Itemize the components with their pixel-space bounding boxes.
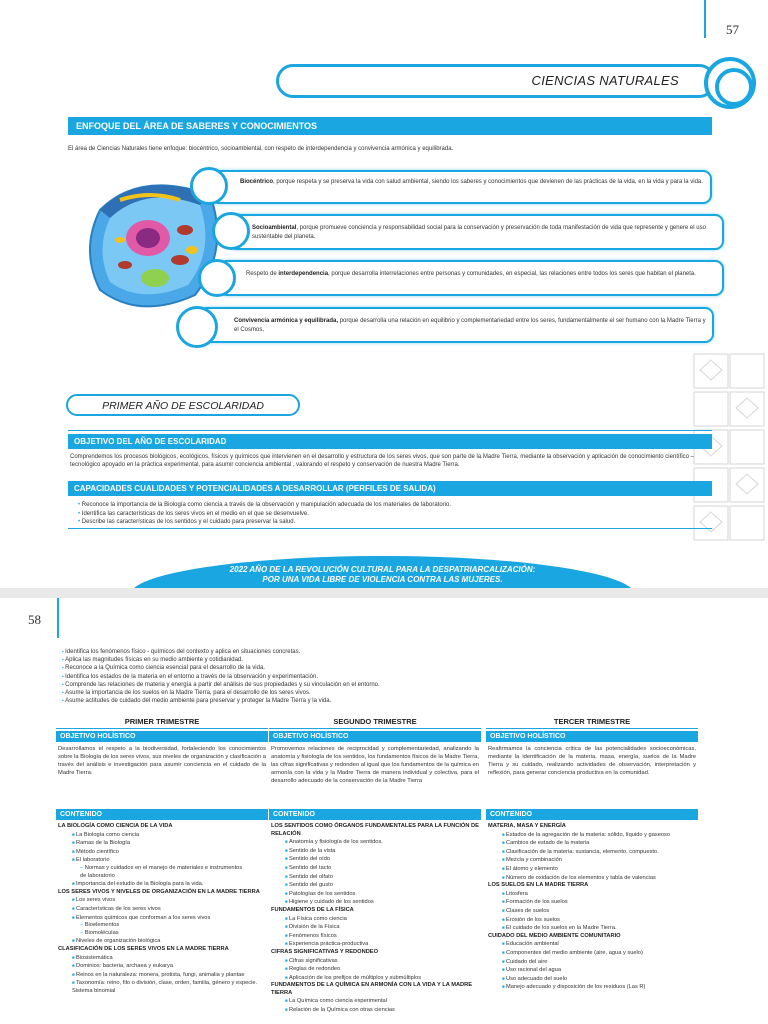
list-item: ■ El laboratorio bbox=[58, 856, 268, 865]
divider bbox=[56, 728, 268, 729]
divider bbox=[269, 728, 481, 729]
contenido-list bbox=[58, 823, 268, 995]
page-number: 57 bbox=[726, 22, 739, 37]
list-item: ■ Uso adecuado del suelo bbox=[488, 975, 698, 984]
contenido-heading: CONTENIDO bbox=[269, 809, 481, 820]
list-item: ■ Cuidado del aire bbox=[488, 958, 698, 967]
list-item: ■ Sentido del tacto bbox=[271, 864, 481, 873]
list-item: ■ Sentido de la vista bbox=[271, 847, 481, 856]
content-heading: LOS SUELOS EN LA MADRE TIERRA bbox=[488, 882, 589, 889]
content-heading: CUIDADO DEL MEDIO AMBIENTE COMUNITARIO bbox=[488, 932, 621, 939]
content-heading: CLASIFICACIÓN DE LOS SERES VIVOS EN LA MADRE TIERRA bbox=[58, 945, 229, 952]
banner-line: 2022 AÑO DE LA REVOLUCIÓN CULTURAL PARA LA DESPATRIARCALIZACIÓN: bbox=[229, 565, 536, 574]
objetivo-holistico-text: Desarrollamos el respeto a la biodiversidad, fortaleciendo los conocimientos sobre la Biología de los seres vivos, sus niveles de organización y clasificación a través del análisis e investigación para asumir conciencia en el cuidado de la Madre Tierra. bbox=[58, 746, 266, 776]
objetivo-holistico-heading: OBJETIVO HOLÍSTICO bbox=[56, 731, 268, 742]
contenido-heading: CONTENIDO bbox=[486, 809, 698, 820]
list-item: ■ Método científico bbox=[58, 848, 268, 857]
column-primer-trimestre bbox=[56, 598, 268, 1024]
banner-line: POR UNA VIDA LIBRE DE VIOLENCIA CONTRA LAS MUJERES. bbox=[262, 575, 503, 584]
list-item: ■ Relación de la Química con otras ciencias bbox=[271, 1006, 481, 1015]
content-heading: MATERIA, MASA Y ENERGÍA bbox=[488, 823, 566, 829]
bubble-icon bbox=[190, 167, 228, 205]
content-heading: LA BIOLOGÍA COMO CIENCIA DE LA VIDA bbox=[58, 823, 173, 829]
area-title: CIENCIAS NATURALES bbox=[531, 73, 679, 88]
page-58 bbox=[0, 598, 768, 1024]
content-heading: LOS SENTIDOS COMO ÓRGANOS FUNDAMENTALES PARA LA FUNCIÓN DE RELACIÓN bbox=[271, 823, 479, 837]
list-item: ■ Ramas de la Biología bbox=[58, 839, 268, 848]
list-item: ▪ Asume la importancia de los suelos en la Madre Tierra, para el desarrollo de los seres vivos. bbox=[62, 689, 702, 697]
contenido-list bbox=[488, 823, 698, 992]
list-item: ■ Sentido del gusto bbox=[271, 881, 481, 890]
list-item: ■ Anatomía y fisiología de los sentidos. bbox=[271, 838, 481, 847]
list-item: ■ Los seres vivos bbox=[58, 896, 268, 905]
trimestre-title: PRIMER TRIMESTRE bbox=[124, 717, 200, 726]
objetivo-holistico-text: Promovemos relaciones de reciprocidad y complementariedad, analizando la anatomía y fisiología de los sentidos, los fundamentos físicos de la Madre Tierra, las cifras significativas y redondeo al igual que los fundamentos de la química en armonía con la vida y la Madre Tierra de manera individual y colectiva, para el desarrollo adecuado de la conservación de la Madre Tierra bbox=[271, 746, 479, 784]
objetivo-holistico-heading: OBJETIVO HOLÍSTICO bbox=[486, 731, 698, 742]
content-heading: FUNDAMENTOS DE LA QUÍMICA EN ARMONÍA CON LA VIDA Y LA MADRE TIERRA bbox=[271, 982, 473, 996]
list-item: ■ Higiene y cuidado de los sentidos bbox=[271, 898, 481, 907]
list-item: ■ Estados de la agregación de la materia: sólido, líquido y gaseoso bbox=[488, 831, 698, 840]
list-item: ■ Cifras significativas bbox=[271, 957, 481, 966]
list-item: ▪ Identifica los estados de la materia en el entorno a través de la observación y experimentación. bbox=[62, 673, 702, 681]
enfoque-pill-socioambiental bbox=[228, 214, 724, 250]
list-item: ■ Patologías de los sentidos bbox=[271, 890, 481, 899]
list-item: ▪ Identifica los fenómenos físico - químicos del contexto y aplica en situaciones concretas. bbox=[62, 648, 702, 656]
list-item: ■ Formación de los suelos bbox=[488, 898, 698, 907]
content-heading: CIFRAS SIGNIFICATIVAS Y REDONDEO bbox=[271, 948, 379, 955]
ring-icon bbox=[704, 57, 756, 109]
objetivo-holistico-heading: OBJETIVO HOLÍSTICO bbox=[269, 731, 481, 742]
list-item: • Describe las características de los sentidos y el cuidado para preservar la salud. bbox=[78, 518, 708, 527]
content-heading: LOS SERES VIVOS Y NIVELES DE ORGANIZACIÓN EN LA MADRE TIERRA bbox=[58, 888, 260, 895]
bubble-icon bbox=[176, 306, 218, 348]
column-segundo-trimestre bbox=[269, 598, 481, 1024]
trimestre-title: TERCER TRIMESTRE bbox=[553, 717, 631, 726]
list-item: ■ Experiencia práctica-productiva bbox=[271, 940, 481, 949]
enfoque-pill-convivencia bbox=[198, 307, 714, 343]
content-heading: FUNDAMENTOS DE LA FÍSICA bbox=[271, 906, 354, 913]
pill-text: Respeto de interdependencia, porque desarrolla interrelaciones entre personas y comunidades, en especial, las relaciones entre todos los seres que habitan el planeta. bbox=[246, 271, 696, 277]
list-item: ▪ Aplica las magnitudes físicas en su medio ambiente y cotidianidad. bbox=[62, 656, 702, 664]
list-item: ■ Uso racional del agua bbox=[488, 966, 698, 975]
list-item: ■ Aplicación de los prefijos de múltiplos y submúltiplos bbox=[271, 974, 481, 983]
list-item: ■ Clasificación de la materia: sustancia, elemento, compuesto. bbox=[488, 848, 698, 857]
list-item: ■ Litosfera bbox=[488, 890, 698, 899]
list-item: ■ Dominios: bacteria, archaea y eukarya bbox=[58, 962, 268, 971]
page-edge-line bbox=[704, 0, 706, 38]
objetivo-holistico-text: Reafirmamos la conciencia crítica de las potencialidades socioeconómicas, mediante la identificación de la materia, masa, energía, suelos de la Madre Tierra y su cuidado, realizando actividades de observación, interpretación y reflexión, para generar conciencia productiva en la comunidad. bbox=[488, 746, 696, 776]
list-item: ■ Taxonomía: reino, filo o división, clase, orden, familia, género y especie. Sistema binomial bbox=[58, 979, 268, 995]
list-item: – Normas y cuidados en el manejo de materiales e instrumentos bbox=[58, 865, 268, 873]
list-item: ■ Fenómenos físicos bbox=[271, 932, 481, 941]
divider bbox=[486, 728, 698, 729]
contenido-heading: CONTENIDO bbox=[56, 809, 268, 820]
capacidades-list bbox=[78, 501, 708, 527]
enfoque-heading: ENFOQUE DEL ÁREA DE SABERES Y CONOCIMIENTOS bbox=[68, 117, 712, 135]
column-tercer-trimestre bbox=[486, 598, 698, 1024]
page-number: 58 bbox=[28, 612, 41, 627]
list-item: ■ Niveles de organización biológica bbox=[58, 937, 268, 946]
list-item: ■ La Física como ciencia bbox=[271, 915, 481, 924]
divider bbox=[68, 528, 712, 529]
bubble-icon bbox=[212, 212, 250, 250]
divider bbox=[68, 430, 712, 431]
list-item: ■ División de la Física bbox=[271, 923, 481, 932]
list-item: – Bioelementos bbox=[58, 922, 268, 930]
enfoque-pill-biocentrico bbox=[210, 170, 712, 204]
list-item: ■ Educación ambiental bbox=[488, 940, 698, 949]
list-item: ▪ Comprende las relaciones de materia y energía a partir del análisis de sus propiedades y su vinculación en el entorno. bbox=[62, 681, 702, 689]
year-motto-banner bbox=[130, 556, 635, 588]
list-item: de laboratorio bbox=[80, 872, 115, 879]
pill-text: Convivencia armónica y equilibrada, porque desarrolla una relación en equilibrio y complementariedad entre los seres, fundamentalmente el ser humano con la Madre Tierra y el Cosmos, bbox=[234, 318, 706, 333]
bubble-icon bbox=[198, 259, 236, 297]
list-item: ■ Clases de suelos bbox=[488, 907, 698, 916]
list-item: ■ Características de los seres vivos bbox=[58, 905, 268, 914]
list-item: ■ Manejo adecuado y disposición de los residuos (Las R) bbox=[488, 983, 698, 992]
list-item: • Identifica las características de los seres vivos en el medio en el que se desenvuelve. bbox=[78, 510, 708, 519]
list-item: – Biomoléculas bbox=[58, 930, 268, 938]
capacidades-heading: CAPACIDADES CUALIDADES Y POTENCIALIDADES A DESARROLLAR (PERFILES DE SALIDA) bbox=[68, 481, 712, 496]
list-item: • Reconoce la importancia de la Biología como ciencia a través de la observación y manipulación adecuada de los materiales de laboratorio. bbox=[78, 501, 708, 510]
list-item: ▪ Reconoce a la Química como ciencia esencial para el desarrollo de la vida. bbox=[62, 664, 702, 672]
list-item: ■ Sentido del olfato bbox=[271, 873, 481, 882]
list-item: ■ Número de oxidación de los elementos y tabla de valencias bbox=[488, 874, 698, 883]
pill-text: Biocéntrico, porque respeta y se preserva la vida con salud ambiental, siendo los saberes y conocimientos que devienen de las prácticas de la vida, en la vida y para la vida. bbox=[240, 179, 703, 185]
trimestre-title: SEGUNDO TRIMESTRE bbox=[333, 717, 417, 726]
list-item: ■ Reinos en la naturaleza: monera, protista, fungi, animalia y plantae bbox=[58, 971, 268, 980]
year-section-pill bbox=[66, 394, 300, 416]
list-item: ■ Componentes del medio ambiente (aire, agua y suelo) bbox=[488, 949, 698, 958]
list-item: ■ La Biología como ciencia bbox=[58, 831, 268, 840]
list-item: ■ El átomo y elemento bbox=[488, 865, 698, 874]
enfoque-intro: El área de Ciencias Naturales tiene enfoque: biocéntrico, socioambiental, con respeto de interdependencia y convivencia armónica y equilibrada. bbox=[68, 146, 454, 152]
list-item: ■ Cambios de estado de la materia bbox=[488, 839, 698, 848]
objetivo-text: Comprendemos los procesos biológicos, ecológicos, físicos y químicos que intervienen en el desarrollo y estructura de los seres vivos, que son parte de la Madre Tierra, mediante la observación y aplicación de conocimiento científico – tecnológico apoyado en la práctica experimental, para asumir conciencia ambiental , valorando el respeto y conservación de nuestra Madre Tierra. bbox=[70, 454, 694, 468]
list-item: ■ Reglas de redondeo bbox=[271, 965, 481, 974]
page-gap bbox=[0, 588, 768, 598]
list-item: ■ Sentido del oído bbox=[271, 855, 481, 864]
enfoque-pill-interdependencia bbox=[218, 260, 724, 296]
list-item: ▪ Asume actitudes de cuidado del medio ambiente para preservar y proteger la Madre Tierra y la vida. bbox=[62, 697, 702, 705]
list-item: ■ Importancia del estudio de la Biología para la vida. bbox=[58, 880, 268, 889]
year-section-title: PRIMER AÑO DE ESCOLARIDAD bbox=[102, 400, 264, 412]
contenido-list bbox=[271, 823, 481, 1015]
list-item: ■ El cuidado de los suelos en la Madre Tierra. bbox=[488, 924, 698, 933]
list-item: ■ Mezcla y combinación bbox=[488, 856, 698, 865]
pill-text: Socioambiental, porque promueve conciencia y responsabilidad social para la conservación y preservación de toda manifestación de vida que represente y genere el uso sustentable del planeta. bbox=[252, 225, 706, 240]
list-item: ■ Elementos químicos que conforman a los seres vivos bbox=[58, 914, 268, 923]
list-item: ■ Biosistemática bbox=[58, 954, 268, 963]
list-item: ■ Erosión de los suelos bbox=[488, 916, 698, 925]
area-title-pill bbox=[276, 64, 716, 98]
objetivo-heading: OBJETIVO DEL AÑO DE ESCOLARIDAD bbox=[68, 434, 712, 449]
list-item: ■ La Química como ciencia experimental bbox=[271, 997, 481, 1006]
